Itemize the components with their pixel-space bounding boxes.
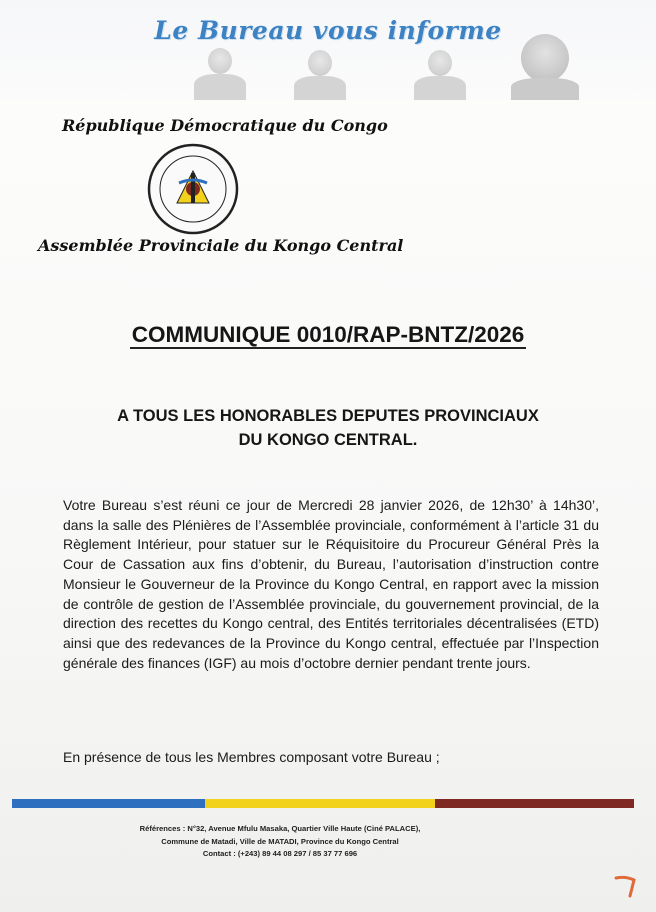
communique-title: COMMUNIQUE 0010/RAP-BNTZ/2026: [131, 322, 525, 347]
presence-line: En présence de tous les Membres composant votre Bureau ;: [63, 749, 440, 765]
portrait-2: [290, 50, 350, 100]
corner-pen-mark-icon: [612, 872, 642, 900]
footer-contact: Contact : (+243) 89 44 08 297 / 85 37 77 696: [202, 849, 358, 858]
institution-name: Assemblée Provinciale du Kongo Central: [38, 236, 404, 255]
footer-commune: Commune de Matadi, Ville de MATADI, Province du Kongo Central: [161, 836, 399, 846]
communique-body: Votre Bureau s’est réuni ce jour de Mercredi 28 janvier 2026, de 12h30’ à 14h30’, dans la salle des Plénières de l’Assemblée provinciale, conformément à l’article 31 du Règlement Intérieur, pour statuer sur le Réquisitoire du Procureur Général Près la Cour de Cassation aux fins d’obtenir, du Bureau, l’autorisation d’instruction contre Monsieur le Gouverneur de la Province du Kongo Central, en rapport avec la mission de contrôle de gestion de l’Assemblée provinciale, du gouvernement provincial, de la direction des recettes du Kongo central, des Entités territoriales décentralisées (ETD) ainsi que des redevances de la Province du Kongo central, effectuée par l’Inspection générale des finances (IGF) au mois d’octobre dernier pendant trente jours.: [63, 497, 599, 671]
flag-red-segment: [435, 799, 634, 808]
assembly-seal-icon: [147, 143, 239, 235]
recipients-line-2: DU KONGO CENTRAL.: [238, 431, 418, 449]
footer-references: [60, 823, 500, 861]
portrait-3: [410, 50, 470, 100]
header-banner: [0, 0, 656, 100]
portrait-1: [190, 48, 250, 100]
footer-address: Références : N°32, Avenue Mfulu Masaka, Quartier Ville Haute (Ciné PALACE),: [139, 824, 421, 833]
flag-color-bar: [12, 799, 634, 808]
country-name: République Démocratique du Congo: [62, 116, 388, 135]
recipients-block: [0, 404, 656, 452]
banner-title: Le Bureau vous informe: [154, 16, 502, 45]
recipients-line-1: A TOUS LES HONORABLES DEPUTES PROVINCIAUX: [117, 407, 539, 425]
communique-heading: [0, 322, 656, 348]
flag-blue-segment: [12, 799, 205, 808]
flag-yellow-segment: [205, 799, 435, 808]
